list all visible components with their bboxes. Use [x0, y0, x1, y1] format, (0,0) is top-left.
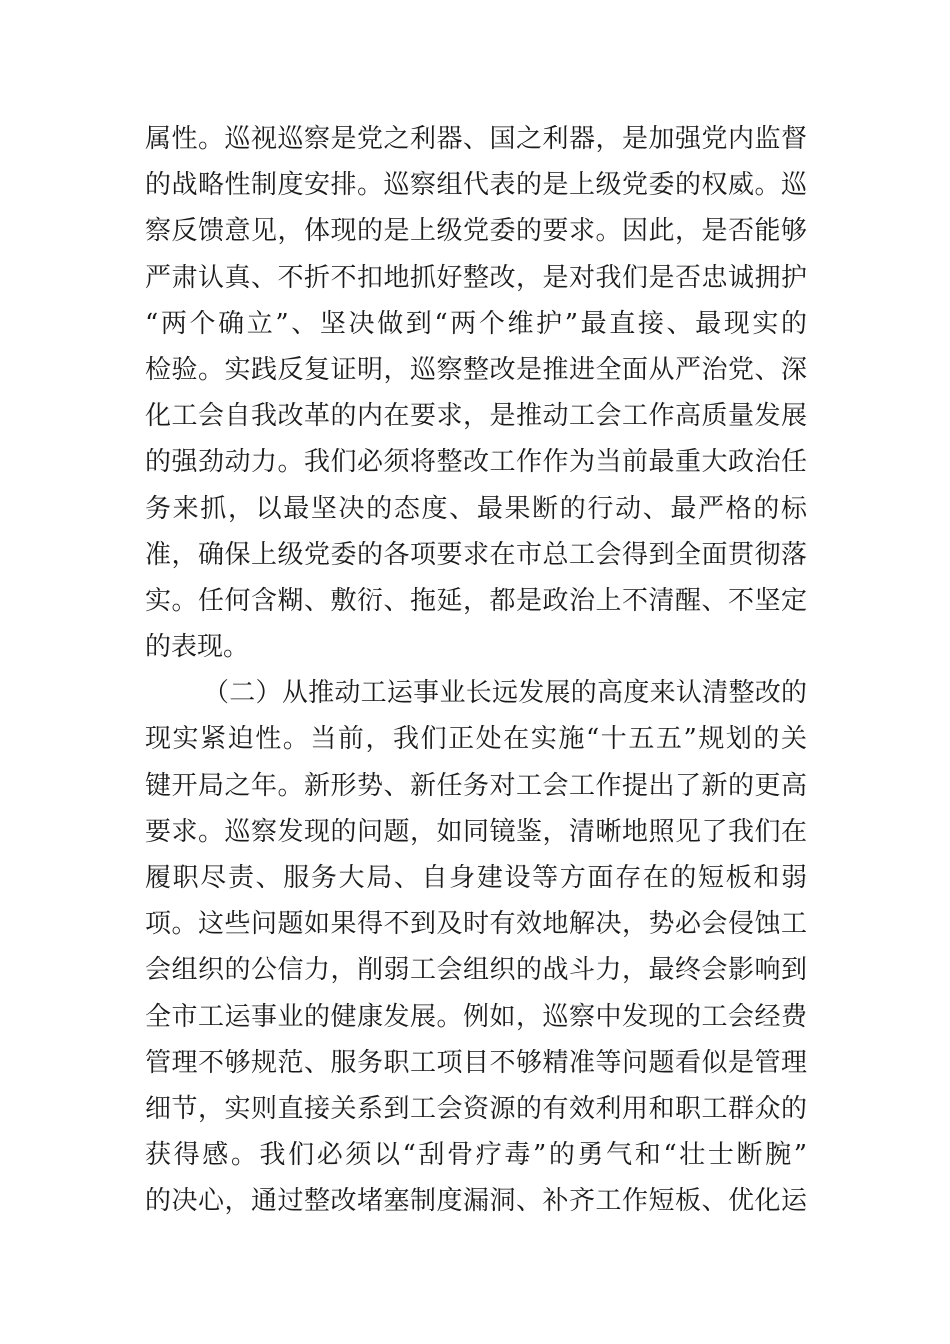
text-line: 化工会自我改革的内在要求，是推动工会工作高质量发展 — [145, 401, 807, 432]
text-line: 要求。巡察发现的问题，如同镜鉴，清晰地照见了我们在 — [145, 816, 807, 847]
text-line: 键开局之年。新形势、新任务对工会工作提出了新的更高 — [145, 770, 807, 801]
text-line: 严肃认真、不折不扣地抓好整改，是对我们是否忠诚拥护 — [145, 262, 807, 293]
text-line: “两个确立”、坚决做到“两个维护”最直接、最现实的 — [145, 308, 807, 339]
text-line: 的强劲动力。我们必须将整改工作作为当前最重大政治任 — [145, 447, 807, 478]
text-line: 项。这些问题如果得不到及时有效地解决，势必会侵蚀工 — [145, 909, 807, 940]
text-line: 履职尽责、服务大局、自身建设等方面存在的短板和弱 — [145, 863, 807, 893]
text-line: 属性。巡视巡察是党之利器、国之利器，是加强党内监督 — [145, 124, 807, 154]
text-line: 管理不够规范、服务职工项目不够精准等问题看似是管理 — [145, 1047, 807, 1078]
text-line: 现实紧迫性。当前，我们正处在实施“十五五”规划的关 — [145, 724, 807, 755]
text-line: 察反馈意见，体现的是上级党委的要求。因此，是否能够 — [145, 216, 807, 247]
text-line: 检验。实践反复证明，巡察整改是推进全面从严治党、深 — [145, 354, 807, 385]
text-line: 实。任何含糊、敷衍、拖延，都是政治上不清醒、不坚定 — [145, 585, 807, 616]
text-line: 准，确保上级党委的各项要求在市总工会得到全面贯彻落 — [145, 539, 807, 570]
text-line: 会组织的公信力，削弱工会组织的战斗力，最终会影响到 — [145, 955, 807, 986]
body-text — [145, 116, 807, 1225]
text-line: 的战略性制度安排。巡察组代表的是上级党委的权威。巡 — [145, 170, 807, 201]
paragraph-end-line: 的表现。 — [145, 632, 250, 663]
section-heading-line: （二）从推动工运事业长远发展的高度来认清整改的 — [203, 678, 807, 709]
text-line: 获得感。我们必须以“刮骨疗毒”的勇气和“壮士断腕” — [145, 1140, 807, 1171]
text-line: 全市工运事业的健康发展。例如，巡察中发现的工会经费 — [145, 1001, 807, 1032]
text-line: 细节，实则直接关系到工会资源的有效利用和职工群众的 — [145, 1093, 807, 1124]
text-line: 的决心，通过整改堵塞制度漏洞、补齐工作短板、优化运 — [145, 1186, 807, 1217]
text-line: 务来抓，以最坚决的态度、最果断的行动、最严格的标 — [145, 493, 807, 524]
